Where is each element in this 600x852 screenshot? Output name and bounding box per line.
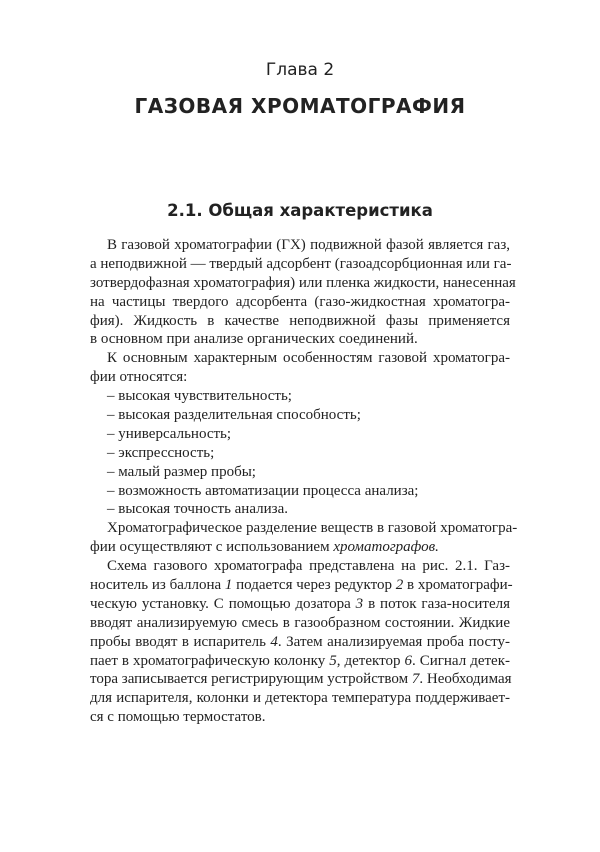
- text-line: [90, 387, 510, 406]
- chapter-label: Глава 2: [265, 60, 335, 80]
- text-line: [90, 444, 510, 463]
- text-line: [90, 557, 510, 576]
- text-line: [90, 595, 510, 614]
- text-segment: – высокая точность анализа.: [107, 501, 288, 518]
- text-segment: – высокая чувствительность;: [107, 388, 292, 405]
- italic-text: 7: [411, 671, 420, 688]
- text-line: [90, 670, 510, 689]
- text-line: [90, 614, 510, 633]
- section-heading: 2.1. Общая характеристика: [167, 201, 433, 220]
- text-line: [90, 689, 510, 708]
- italic-text: 4: [270, 633, 278, 650]
- text-line: [90, 519, 518, 538]
- text-segment: в поток газа-носителя: [363, 595, 510, 612]
- text-segment: на частицы твердого адсорбента (газо-жидкостная хроматогра-: [90, 293, 510, 310]
- text-segment: Схема газового хроматографа представлена на рис. 2.1. Газ-: [107, 558, 510, 575]
- text-line: [90, 425, 510, 444]
- text-line: [90, 274, 516, 293]
- text-segment: – малый размер пробы;: [107, 463, 256, 480]
- text-line: [90, 538, 510, 557]
- text-segment: ся с помощью термостатов.: [90, 709, 266, 726]
- text-line: [90, 236, 510, 255]
- text-segment: . Сигнал детек-: [411, 652, 510, 669]
- text-segment: вводят анализируемую смесь в газообразном состоянии. Жидкие: [90, 614, 510, 631]
- text-line: [90, 349, 510, 368]
- italic-text: 2: [395, 577, 404, 594]
- text-line: [90, 708, 510, 727]
- text-line: [90, 576, 513, 595]
- italic-text: 5: [329, 652, 337, 669]
- text-segment: – высокая разделительная способность;: [107, 407, 361, 424]
- text-line: [90, 293, 510, 312]
- text-line: [90, 368, 510, 387]
- text-segment: Хроматографическое разделение веществ в газовой хроматогра-: [107, 520, 518, 537]
- italic-text: 6: [404, 652, 412, 669]
- text-line: [90, 633, 510, 652]
- text-segment: пробы вводят в испаритель: [90, 633, 271, 650]
- text-line: [90, 330, 510, 349]
- text-segment: подается через редуктор: [232, 577, 396, 594]
- text-segment: фии осуществляют с использованием: [90, 539, 334, 556]
- text-segment: , детектор: [336, 652, 405, 669]
- text-segment: . Затем анализируемая проба посту-: [277, 633, 510, 650]
- text-line: [90, 406, 510, 425]
- text-segment: – экспрессность;: [107, 444, 215, 461]
- text-segment: в основном при анализе органических соединений.: [90, 331, 418, 348]
- text-segment: носитель из баллона: [90, 577, 225, 594]
- text-segment: пает в хроматографическую колонку: [90, 652, 330, 669]
- text-segment: зотвердофазная хроматография) или пленка жидкости, нанесенная: [90, 274, 516, 291]
- text-segment: а неподвижной — твердый адсорбент (газоадсорбционная или га-: [90, 255, 512, 272]
- chapter-title: ГАЗОВАЯ ХРОМАТОГРАФИЯ: [134, 94, 466, 118]
- italic-text: 3: [355, 595, 364, 612]
- text-segment: – универсальность;: [107, 425, 232, 442]
- text-segment: В газовой хроматографии (ГХ) подвижной фазой является газ,: [107, 237, 510, 253]
- text-segment: фии относятся:: [90, 369, 188, 386]
- text-segment: . Необходимая: [419, 671, 512, 688]
- italic-text: хроматографов.: [333, 539, 439, 556]
- text-segment: для испарителя, колонки и детектора температура поддерживает-: [90, 690, 510, 707]
- text-segment: фия). Жидкость в качестве неподвижной фазы применяется: [90, 312, 510, 329]
- body-text: [90, 236, 518, 727]
- text-line: [90, 652, 510, 671]
- text-line: [90, 255, 510, 274]
- text-segment: – возможность автоматизации процесса анализа;: [107, 482, 419, 499]
- text-segment: в хроматографи-: [403, 577, 513, 594]
- text-line: [90, 500, 510, 519]
- text-segment: ческую установку. С помощью дозатора: [90, 595, 356, 612]
- text-segment: К основным характерным особенностям газовой хроматогра-: [107, 350, 510, 367]
- text-line: [90, 482, 510, 501]
- italic-text: 1: [224, 577, 233, 594]
- text-line: [90, 463, 510, 482]
- text-segment: тора записывается регистрирующим устройством: [90, 671, 412, 688]
- text-line: [90, 312, 510, 331]
